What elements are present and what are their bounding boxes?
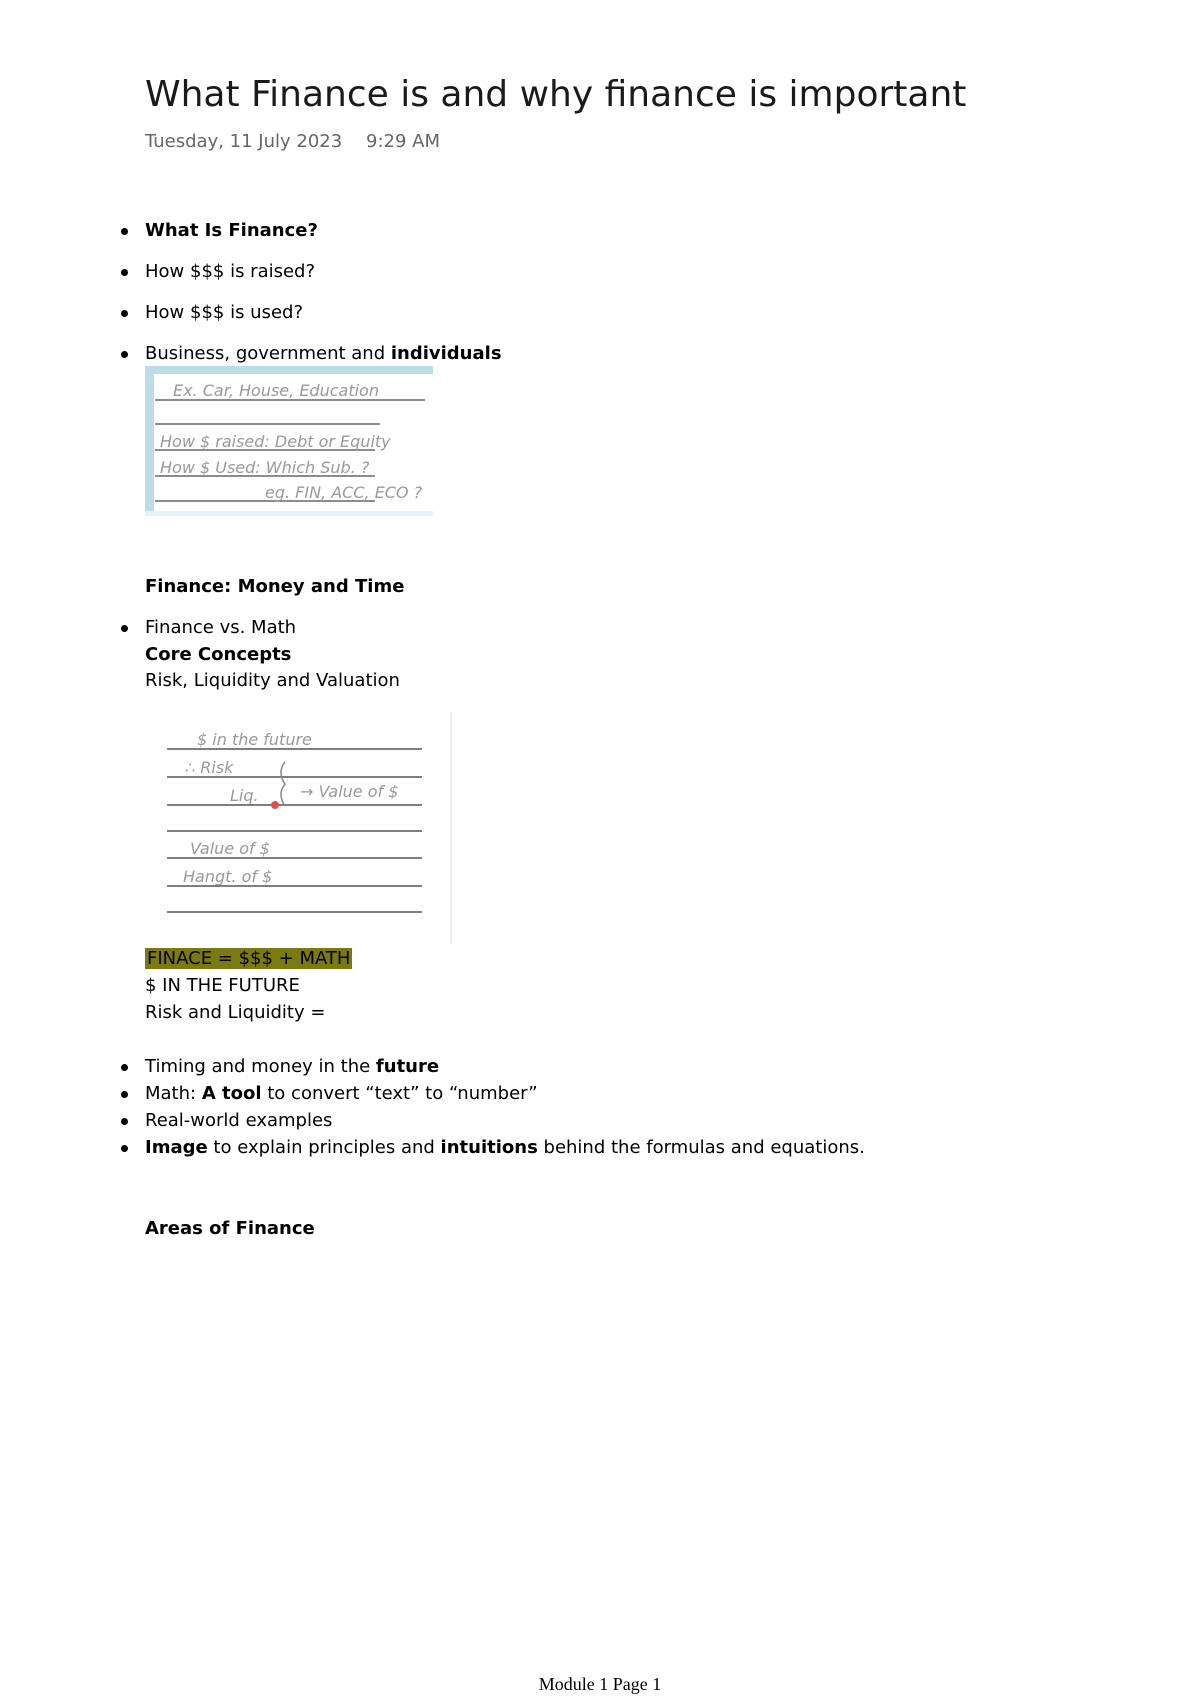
sketch-text: Ex. Car, House, Education bbox=[173, 381, 379, 400]
list-item-text: behind the formulas and equations. bbox=[537, 1137, 865, 1158]
list-item-bold: future bbox=[375, 1056, 440, 1077]
list-item-bold: What Is Finance? bbox=[145, 220, 318, 241]
list-item-bold: Image bbox=[145, 1137, 208, 1158]
heading-text: Core Concepts bbox=[145, 644, 292, 665]
list-item-bold: A tool bbox=[201, 1083, 262, 1104]
list-item-text: How $$$ is raised? bbox=[145, 261, 316, 282]
list-item bbox=[145, 1110, 332, 1131]
list-item bbox=[145, 1083, 538, 1104]
sketch-text: → Value of $ bbox=[300, 782, 399, 801]
list-item bbox=[145, 261, 315, 282]
list-item bbox=[145, 1137, 865, 1158]
sketch-text: How $ Used: Which Sub. ? bbox=[160, 458, 370, 477]
list-item bbox=[145, 343, 502, 364]
sketch-text: ∴ Risk bbox=[185, 758, 234, 777]
list-item bbox=[145, 220, 318, 241]
sketch-text: eg. FIN, ACC, ECO ? bbox=[265, 483, 423, 502]
handwritten-sketch-2 bbox=[145, 712, 455, 944]
sketch-text: Value of $ bbox=[190, 839, 270, 858]
list-item-text: How $$$ is used? bbox=[145, 302, 304, 323]
list-item-bold: intuitions bbox=[440, 1137, 538, 1158]
future-text: $ IN THE FUTURE bbox=[145, 975, 300, 996]
list-item bbox=[145, 617, 296, 638]
list-item-text: Timing and money in the bbox=[145, 1056, 376, 1077]
list-item-bold: individuals bbox=[390, 343, 502, 364]
list-item-text: Math: bbox=[145, 1083, 202, 1104]
sketch-text: $ in the future bbox=[197, 730, 312, 749]
sketch-text: Liq. bbox=[230, 786, 259, 805]
formula-highlight bbox=[145, 948, 352, 969]
highlighted-text: FINACE = $$$ + MATH bbox=[147, 948, 351, 969]
page-title: What Finance is and why finance is important bbox=[145, 74, 967, 115]
list-item-text: Finance vs. Math bbox=[145, 617, 297, 638]
handwritten-sketch-1 bbox=[145, 366, 433, 516]
list-item-text: Real-world examples bbox=[145, 1110, 333, 1131]
core-concepts-text: Risk, Liquidity and Valuation bbox=[145, 670, 400, 691]
list-item bbox=[145, 302, 303, 323]
list-item-text: to explain principles and bbox=[207, 1137, 441, 1158]
section-heading-areas bbox=[145, 1218, 315, 1239]
list-item-text: to convert “text” to “number” bbox=[261, 1083, 538, 1104]
note-date: Tuesday, 11 July 2023 bbox=[145, 131, 343, 152]
list-item bbox=[145, 1056, 439, 1077]
sketch-text: How $ raised: Debt or Equity bbox=[160, 432, 391, 451]
core-concepts-heading bbox=[145, 644, 291, 665]
note-time: 9:29 AM bbox=[366, 131, 440, 152]
section-heading-money-time bbox=[145, 576, 404, 597]
sketch-text: Hangt. of $ bbox=[183, 867, 273, 886]
page-footer: Module 1 Page 1 bbox=[538, 1674, 662, 1694]
list-item-text: Business, government and bbox=[145, 343, 391, 364]
risk-liquidity-text: Risk and Liquidity = bbox=[145, 1002, 326, 1023]
heading-text: Areas of Finance bbox=[145, 1218, 315, 1239]
heading-text: Finance: Money and Time bbox=[145, 576, 405, 597]
